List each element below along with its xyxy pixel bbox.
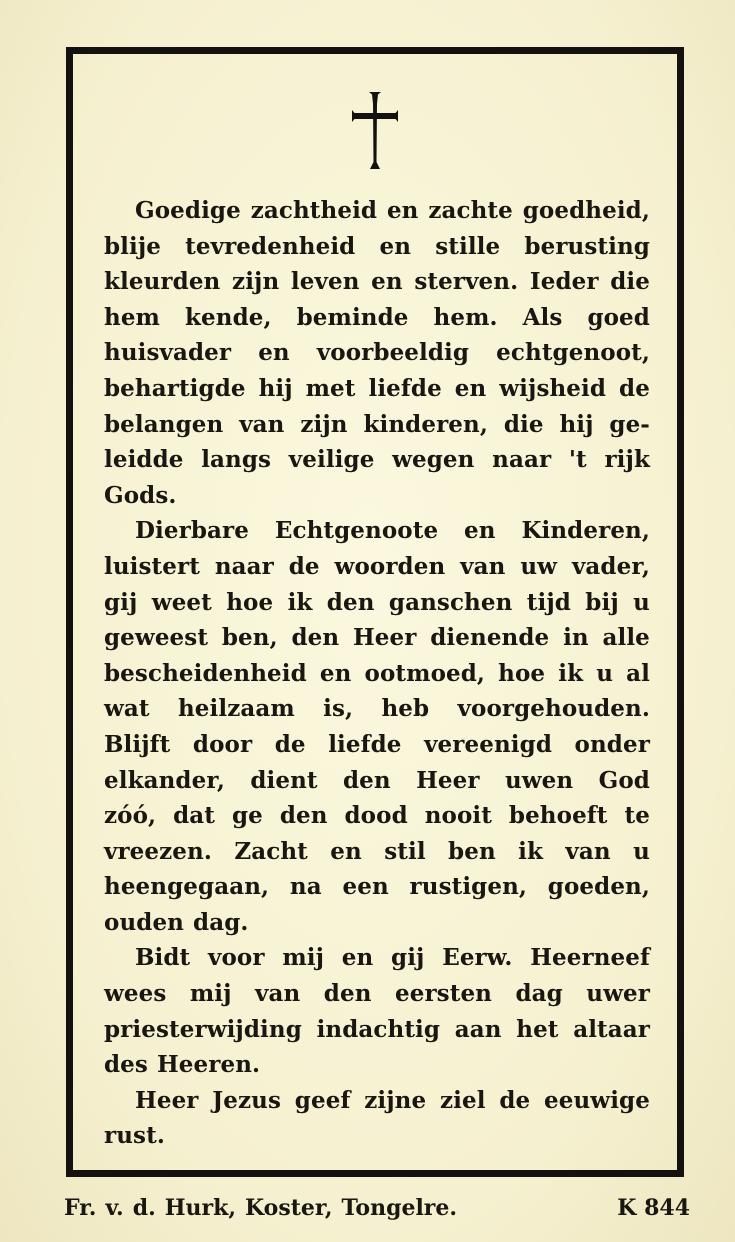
text-line: elkander, dient den Heer uwen God <box>104 766 650 794</box>
text-line: Heer Jezus geef zijne ziel de eeuwige <box>135 1086 650 1114</box>
text-line: wees mij van den eersten dag uwer <box>104 980 650 1008</box>
printer-footer <box>64 1193 690 1223</box>
text-line: Blijft door de liefde vereenigd onder <box>104 730 650 758</box>
text-line: wat heilzaam is, heb voorgehouden. <box>104 695 650 723</box>
text-line: bescheidenheid en ootmoed, hoe ik u al <box>104 659 650 687</box>
card-code: K 844 <box>617 1195 690 1221</box>
card-text <box>104 193 650 1154</box>
text-line: des Heeren. <box>104 1051 261 1079</box>
text-line: priesterwijding indachtig aan het altaar <box>104 1015 650 1043</box>
text-line: huisvader en voorbeeldig echtgenoot, <box>104 339 650 367</box>
text-line: behartigde hij met liefde en wijsheid de <box>104 374 650 402</box>
text-line: ouden dag. <box>104 908 249 936</box>
text-line: gij weet hoe ik den ganschen tijd bij u <box>104 588 650 616</box>
text-line: Goedige zachtheid en zachte goedheid, <box>135 197 650 224</box>
cross-icon <box>352 92 398 170</box>
text-line: luistert naar de woorden van uw vader, <box>104 552 650 580</box>
text-line: hem kende, beminde hem. Als goed <box>104 303 650 331</box>
text-line: kleurden zijn leven en sterven. Ieder die <box>104 268 650 296</box>
text-line: blije tevredenheid en stille berusting <box>104 232 650 260</box>
text-line: zóó, dat ge den dood nooit behoeft te <box>104 802 650 830</box>
text-line: heengegaan, na een rustigen, goeden, <box>104 873 650 901</box>
text-line: Gods. <box>104 481 177 509</box>
text-line: Dierbare Echtgenoote en Kinderen, <box>135 517 650 545</box>
text-line: leidde langs veilige wegen naar 't rijk <box>104 446 650 474</box>
text-line: geweest ben, den Heer dienende in alle <box>104 624 650 652</box>
text-line: Bidt voor mij en gij Eerw. Heerneef <box>135 944 650 972</box>
text-line: vreezen. Zacht en stil ben ik van u <box>104 837 650 865</box>
printer-credit: Fr. v. d. Hurk, Koster, Tongelre. <box>64 1195 458 1221</box>
text-line: belangen van zijn kinderen, die hij ge- <box>104 410 650 438</box>
text-line: rust. <box>104 1122 165 1150</box>
